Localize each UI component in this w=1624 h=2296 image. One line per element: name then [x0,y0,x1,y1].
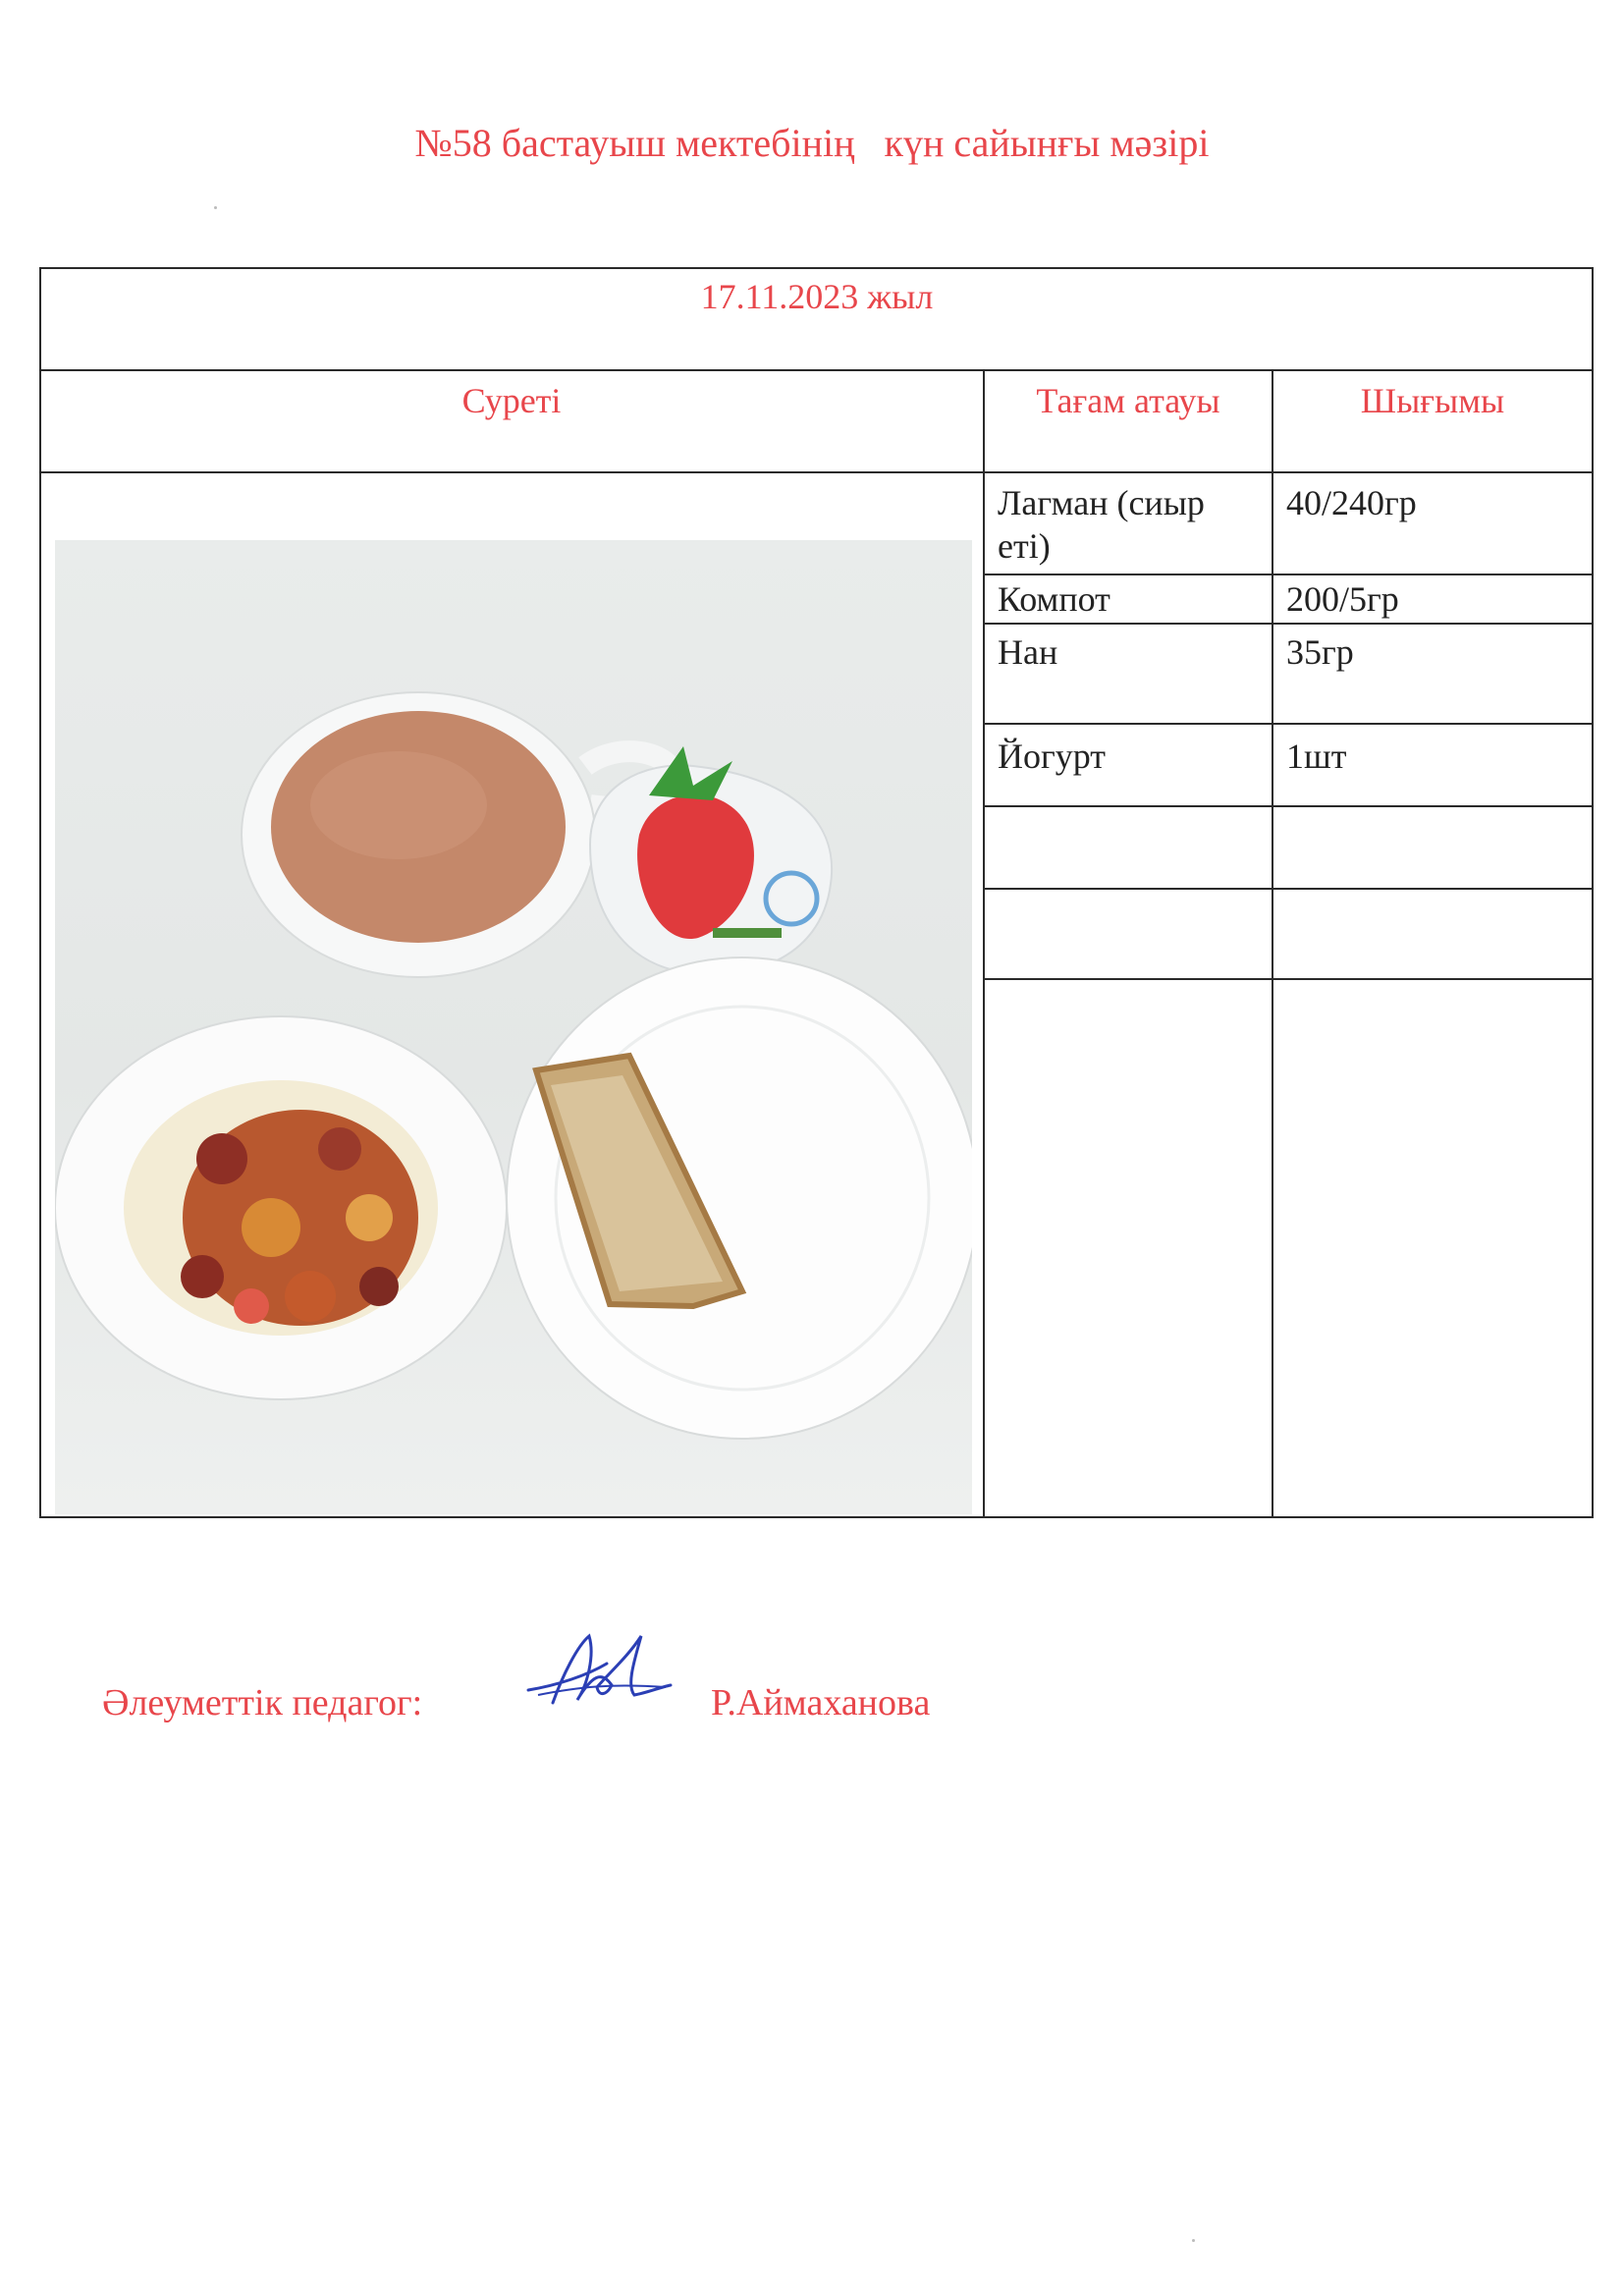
date-row-divider [39,369,1594,371]
row-divider-5 [983,888,1592,890]
dish-output: 200/5гр [1286,579,1399,619]
table-right-border [1592,267,1594,1518]
header-output: Шығымы [1360,381,1505,420]
footer-role: Әлеуметтік педагог: [102,1682,423,1723]
footer-name: Р.Аймаханова [711,1682,931,1723]
dish-name: Лагман (сиыр еті) [998,483,1205,566]
dish-output: 1шт [1286,737,1347,776]
row-divider-4 [983,805,1592,807]
yogurt-cup [590,746,832,974]
row-divider-6 [983,978,1592,980]
lagman-bowl [55,1016,507,1399]
header-dish: Тағам атауы [1036,381,1220,420]
header-row-divider [39,471,1594,473]
column-divider-dish [1272,369,1273,1518]
table-left-border [39,267,41,1518]
scan-speck [1192,2239,1195,2242]
table-bottom-border [39,1516,1594,1518]
table-top-border [39,267,1594,269]
meal-photo-illustration [55,540,972,1514]
dish-name: Компот [998,579,1110,619]
row-divider-1 [983,574,1592,575]
dish-output: 35гр [1286,632,1354,672]
header-photo: Суреті [461,381,562,420]
dish-output: 40/240гр [1286,483,1417,522]
bread-plate [507,957,972,1439]
meal-photo [55,540,972,1514]
scan-speck [214,206,217,209]
dish-name: Йогурт [998,737,1107,776]
signature-image [518,1616,676,1724]
menu-date: 17.11.2023 жыл [700,277,934,316]
row-divider-2 [983,623,1592,625]
row-divider-3 [983,723,1592,725]
column-divider-photo [983,369,985,1518]
dish-name: Нан [998,632,1058,672]
page-title: №58 бастауыш мектебінің күн сайынғы мәзірі [414,121,1210,165]
